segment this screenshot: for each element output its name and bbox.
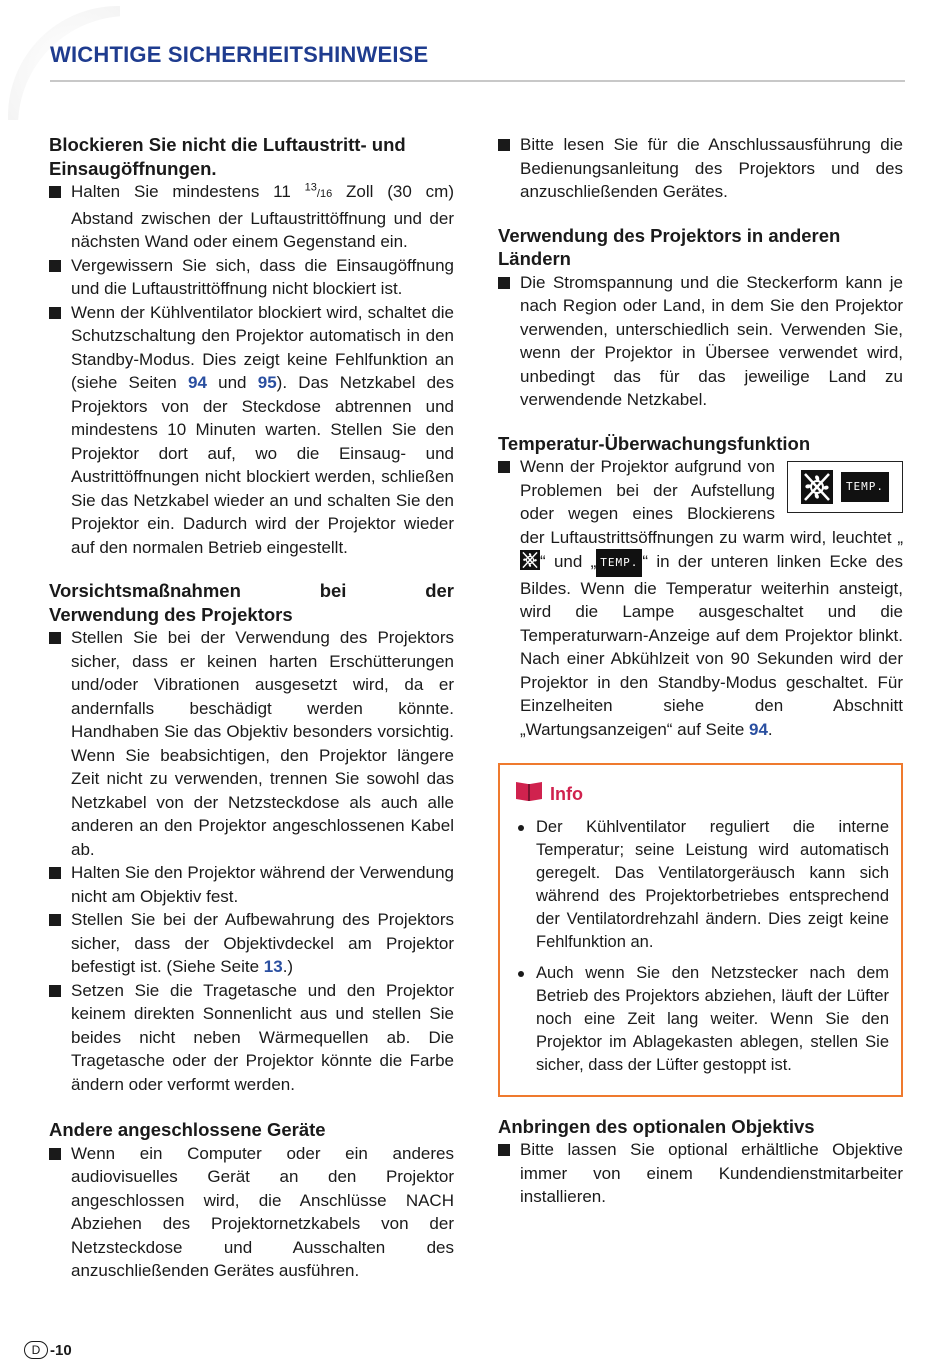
- info-item-fan: Der Kühlventilator reguliert die interne Temperatur; seine Leistung wird automatisch geregelt. Das Ventilatorgeräusch kann sich während des Projektorbetriebes entsprechend der Ventilatordrehzahl ändern. Dies zeigt keine Fehlfunktion an.: [514, 816, 889, 954]
- info-item-fan-after-off: Auch wenn Sie den Netzstecker nach dem Betrieb des Projektors abziehen, läuft der Lüfter noch eine Zeit lang weiter. Wenn Sie den Projektor im Ablagekasten ablegen, stellen Sie sicher, dass der Lüfter gestoppt ist.: [514, 962, 889, 1077]
- section-heading-precautions-line2: Verwendung des Projektors: [49, 603, 293, 625]
- fan-warning-icon: [801, 470, 833, 504]
- left-column: [49, 133, 454, 1283]
- bullet-carry-bag: Setzen Sie die Tragetasche und den Projektor keinem direkten Sonnenlicht aus und stellen Sie beides nicht neben Wärmequellen ab. Die Tragetasche oder der Projektor könnte die Farbe ändern oder verformt werden.: [49, 979, 454, 1097]
- right-column: [498, 133, 903, 1209]
- section-heading-connected-devices: Andere angeschlossene Geräte: [49, 1119, 326, 1140]
- section-heading-other-countries: Verwendung des Projektors in anderen Ländern: [498, 224, 841, 269]
- section-heading-optional-lens: Anbringen des optionalen Objektivs: [498, 1115, 815, 1137]
- temp-label-icon-inline: TEMP.: [596, 549, 642, 577]
- temp-indicator-figure: [787, 461, 903, 513]
- bullet-connections: Wenn ein Computer oder ein anderes audiovisuelles Gerät an den Projektor angeschlossen wird, die Anschlüsse NACH Abziehen des Projektornetzkabels von der Netzsteckdose und Ausschalten des anzuschließenden Gerätes ausführen.: [49, 1142, 454, 1283]
- bullet-optional-lens: Bitte lassen Sie optional erhältliche Objektive immer von einem Kundendienstmitarbeiter installieren.: [498, 1138, 903, 1209]
- fan-warning-icon-inline: [520, 550, 540, 570]
- bullet-vibration: Stellen Sie bei der Verwendung des Projektors sicher, dass er keinen harten Erschütterungen und/oder Vibrationen ausgesetzt wird, da er andernfalls beschädigt werden könnte. Handhaben Sie das Objektiv besonders vorsichtig. Wenn Sie beabsichtigen, den Projektor längere Zeit nicht zu verwenden, trennen Sie sowohl das Netzkabel von der Netzsteckdose als auch alle anderen an den Projektor angeschlossenen Kabel ab.: [49, 626, 454, 861]
- temp-label-icon: TEMP.: [841, 472, 889, 502]
- page-ref-94-temp[interactable]: 94: [749, 719, 768, 739]
- page-ref-13[interactable]: 13: [263, 957, 283, 976]
- bullet-lens-hold: Halten Sie den Projektor während der Verwendung nicht am Objektiv fest.: [49, 861, 454, 908]
- info-box: [498, 763, 903, 1097]
- page-ref-95[interactable]: 95: [257, 373, 277, 392]
- bullet-fan-blocked: Wenn der Kühlventilator blockiert wird, schaltet die Schutzschaltung den Projektor automatisch in den Standby-Modus. Dies zeigt keine Fehlfunktion an (siehe Seiten 94 und 95). Das Netzkabel des Projektors von der Steckdose abtrennen und mindestens 10 Minuten warten. Stellen Sie den Projektor dort auf, wo die Einsaug- und Austrittöffnungen nicht blockiert werden, schließen Sie das Netzkabel wieder an und schalten Sie den Projektor ein. Dadurch wird der Projektor wieder auf den normalen Betrieb eingestellt.: [49, 301, 454, 560]
- info-title: Info: [550, 783, 583, 804]
- page-ref-94[interactable]: 94: [187, 373, 207, 392]
- page-number: [24, 1341, 72, 1359]
- bullet-voltage: Die Stromspannung und die Steckerform kann je nach Region oder Land, in dem Sie den Projektor verwenden, unterschiedlich sein. Verwenden Sie, wenn der Projektor in Übersee verwendet wird, unbedingt das für das jeweilige Land zu verwendende Netzkabel.: [498, 271, 903, 412]
- language-badge: D: [24, 1341, 48, 1359]
- page-title: WICHTIGE SICHERHEITSHINWEISE: [50, 42, 429, 67]
- bullet-lens-cap: Stellen Sie bei der Aufbewahrung des Projektors sicher, dass der Objektivdeckel am Projektor befestigt ist. (Siehe Seite 13.): [49, 908, 454, 979]
- page-number-text: -10: [50, 1341, 72, 1359]
- bullet-read-manual: Bitte lesen Sie für die Anschlussausführung die Bedienungsanleitung des Projektors und des anzuschließenden Gerätes.: [498, 133, 903, 204]
- section-heading-ventilation: Blockieren Sie nicht die Luftaustritt- und Einsaugöffnungen.: [49, 134, 406, 179]
- header-divider: [50, 80, 905, 82]
- section-heading-temperature: Temperatur-Überwachungsfunktion: [498, 432, 811, 454]
- book-icon: [514, 779, 544, 810]
- bullet-distance: Halten Sie mindestens 11 $^{13}$/16 Zoll (30 cm) Abstand zwischen der Luftaustrittöffnung und der nächsten Wand oder einem Gegenstand ein.: [49, 180, 454, 254]
- bullet-temperature: TEMP. Wenn der Projektor aufgrund von Problemen bei der Aufstellung oder wegen eines Blockierens der Luftaustrittsöffnungen zu warm wird, leuchtet „“ und „ TEMP. “ in der unteren linken Ecke des Bildes. Wenn die Temperatur weiterhin ansteigt, wird die Lampe ausgeschaltet und die Temperaturwarn-Anzeige auf dem Projektor blinkt. Nach einer Abkühlzeit von 90 Sekunden wird der Projektor in den Standby-Modus geschaltet. Für Einzelheiten siehe den Abschnitt „Wartungsanzeigen“ auf Seite 94.: [498, 455, 903, 741]
- section-heading-precautions-line1: Vorsichtsmaßnahmen bei der: [49, 580, 454, 601]
- bullet-openings: Vergewissern Sie sich, dass die Einsaugöffnung und die Luftaustrittöffnung nicht blockiert ist.: [49, 254, 454, 301]
